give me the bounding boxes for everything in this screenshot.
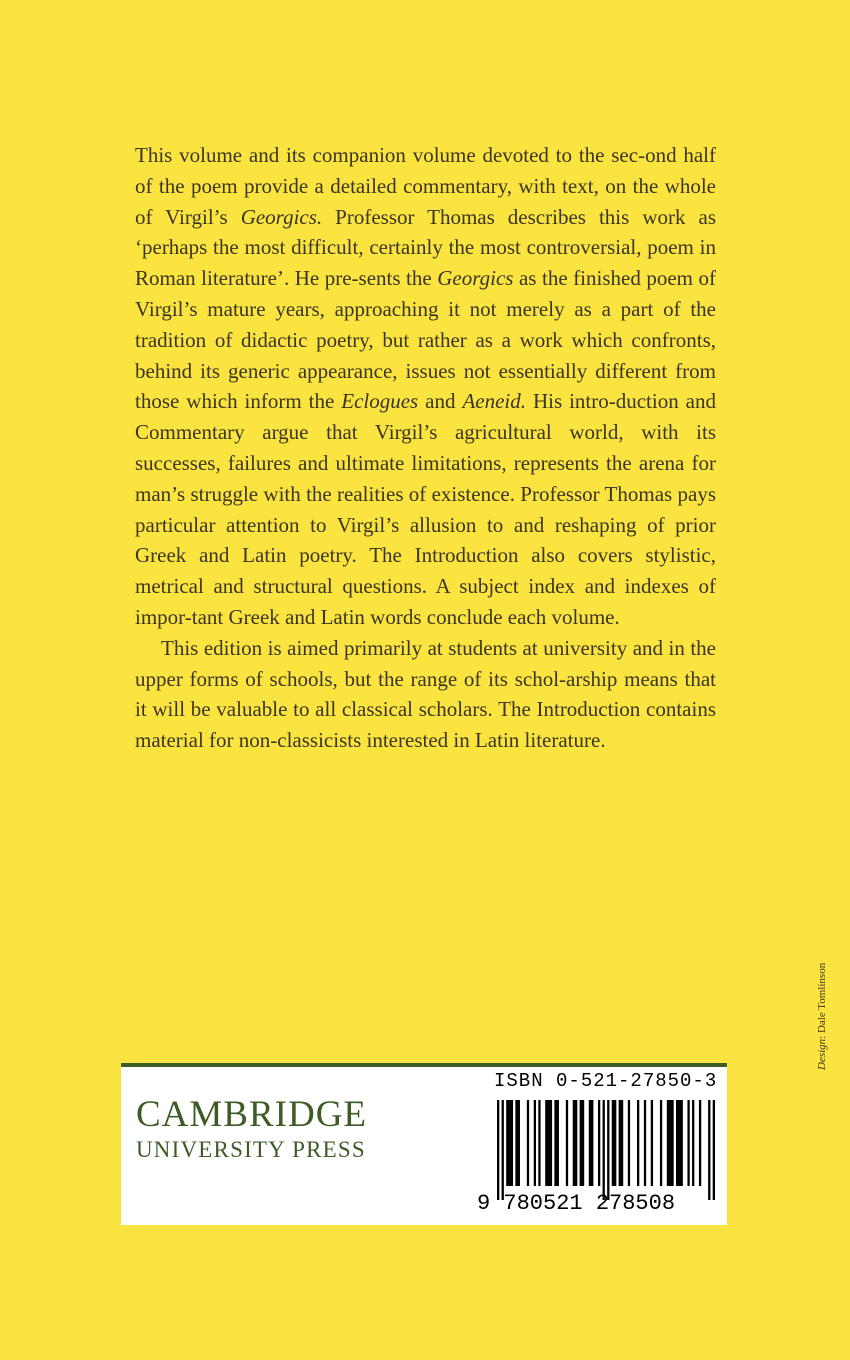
ean-left-group: 780521 <box>503 1191 583 1216</box>
publisher-isbn-panel <box>121 1067 727 1225</box>
design-credit-label: Design <box>816 1038 828 1070</box>
barcode-bar-8 <box>554 1100 559 1186</box>
barcode-bar-5 <box>534 1100 536 1186</box>
barcode-bar-23 <box>667 1100 674 1186</box>
title-eclogues: Eclogues <box>341 389 419 414</box>
barcode-bar-17 <box>619 1100 624 1186</box>
ean-digits <box>477 1191 675 1216</box>
barcode-bar-1 <box>502 1100 504 1200</box>
barcode-bar-0 <box>497 1100 499 1200</box>
barcode-bar-16 <box>612 1100 617 1186</box>
barcode-bar-11 <box>580 1100 585 1186</box>
publisher-name-line2: UNIVERSITY PRESS <box>136 1137 366 1162</box>
back-cover-blurb <box>135 140 716 756</box>
title-georgics: Georgics <box>437 266 514 291</box>
barcode-bar-10 <box>573 1100 578 1186</box>
barcode-bar-20 <box>644 1100 646 1186</box>
design-credit <box>816 963 828 1070</box>
ean-right-group: 278508 <box>595 1191 676 1216</box>
barcode-bar-27 <box>699 1100 701 1186</box>
barcode-bar-21 <box>651 1100 653 1186</box>
blurb-text: and <box>418 389 463 414</box>
barcode <box>497 1100 715 1200</box>
barcode-bar-15 <box>607 1100 609 1200</box>
barcode-bar-3 <box>515 1100 520 1186</box>
barcode-bar-18 <box>628 1100 630 1186</box>
barcode-bar-12 <box>589 1100 594 1186</box>
blurb-paragraph-1 <box>135 140 716 633</box>
barcode-bar-14 <box>603 1100 605 1200</box>
ean-first-digit: 9 <box>477 1191 491 1216</box>
barcode-bar-26 <box>692 1100 694 1186</box>
isbn-number: ISBN 0-521-27850-3 <box>494 1070 718 1092</box>
barcode-bar-9 <box>566 1100 568 1186</box>
barcode-bar-6 <box>538 1100 540 1186</box>
barcode-bar-22 <box>660 1100 662 1186</box>
barcode-graphic <box>497 1100 715 1200</box>
publisher-name-line1: CAMBRIDGE <box>136 1094 368 1135</box>
design-credit-separator: : <box>816 1033 828 1039</box>
barcode-bar-7 <box>545 1100 552 1186</box>
barcode-bar-28 <box>708 1100 710 1200</box>
title-georgics: Georgics. <box>240 204 323 229</box>
barcode-bar-24 <box>676 1100 683 1186</box>
blurb-text: This volume and its companion volume devoted to the sec-ond half of the poem provide a detailed commentary, with text, on the whole of Virgil’s <box>135 143 716 229</box>
barcode-bar-2 <box>506 1100 513 1186</box>
designer-name: Dale Tomlinson <box>816 962 828 1034</box>
barcode-bar-19 <box>637 1100 639 1186</box>
publisher-logo <box>136 1095 367 1164</box>
blurb-text: Professor Thomas describes this work as ‘perhaps the most difficult, certainly the most controversial, poem in Roman literature’. He pre-sents the <box>135 204 716 291</box>
barcode-bar-25 <box>687 1100 689 1186</box>
blurb-paragraph-2: This edition is aimed primarily at students at university and in the upper forms of schools, but the range of its schol-arship means that it will be valuable to all classical scholars. The Introduction contains material for non-classicists interested in Latin literature. <box>135 635 716 753</box>
barcode-bar-29 <box>713 1100 715 1200</box>
barcode-bar-4 <box>527 1100 529 1186</box>
blurb-text: His intro-duction and Commentary argue that Virgil’s agricultural world, with its successes, failures and ultimate limitations, represents the arena for man’s struggle with the realities of existence. Professor Thomas pays particular attention to Virgil’s allusion to and reshaping of prior Greek and Latin poetry. The Introduction also covers stylistic, metrical and structural questions. A subject index and indexes of impor-tant Greek and Latin words conclude each volume. <box>135 389 716 629</box>
barcode-bar-13 <box>598 1100 600 1186</box>
blurb-text: as the finished poem of Virgil’s mature years, approaching it not merely as a part of the tradition of didactic poetry, but rather as a work which confronts, behind its generic appearance, issues not essentially different from those which inform the <box>135 266 716 414</box>
title-aeneid: Aeneid. <box>462 389 527 414</box>
